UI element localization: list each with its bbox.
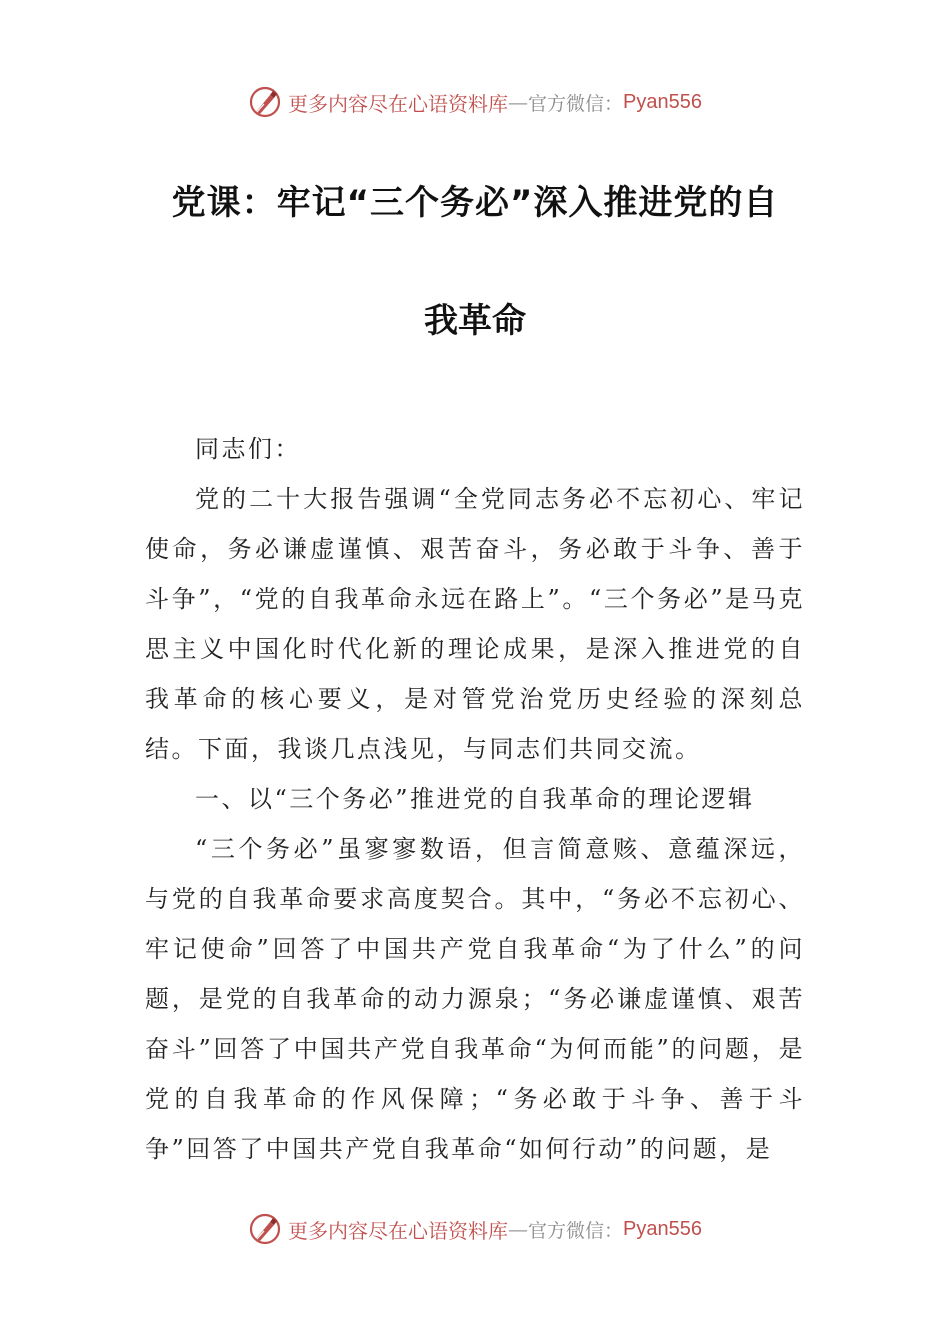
document-title-line2: 我革命 [424,301,526,341]
pen-nib-icon [248,85,282,119]
banner-wechat-label: 官方微信： [528,92,624,115]
body-paragraph: 党的二十大报告强调“全党同志务必不忘初心、牢记使命，务必谦虚谨慎、艰苦奋斗，务必敢于斗争、善于斗争”，“党的自我革命永远在路上”。“三个务必”是马克思主义中国化时代化新的理论成果，是深入推进党的自我革命的核心要义，是对管党治党历史经验的深刻总结。下面，我谈几点浅见，与同志们共同交流。 [145,485,805,763]
banner-separator: — [508,1217,528,1241]
banner-main-text: 更多内容尽在心语资料库 [288,1218,508,1243]
header-banner [0,82,950,122]
salutation: 同志们： [195,435,301,463]
document-title-line1: 党课：牢记“三个务必”深入推进党的自 [171,183,779,223]
banner-wechat-id: Pyan556 [623,1217,702,1240]
footer-banner [0,1209,950,1249]
document-body [145,424,805,1174]
section-heading: 一、以“三个务必”推进党的自我革命的理论逻辑 [195,785,755,813]
pen-nib-icon [248,1212,282,1246]
banner-wechat-id: Pyan556 [623,90,702,113]
banner-main-text: 更多内容尽在心语资料库 [288,91,508,116]
body-paragraph: “三个务必”虽寥寥数语，但言简意赅、意蕴深远，与党的自我革命要求高度契合。其中，“务必不忘初心、牢记使命”回答了中国共产党自我革命“为了什么”的问题，是党的自我革命的动力源泉；“务必谦虚谨慎、艰苦奋斗”回答了中国共产党自我革命“为何而能”的问题，是党的自我革命的作风保障；“务必敢于斗争、善于斗争”回答了中国共产党自我革命“如何行动”的问题，是 [145,835,805,1163]
banner-wechat-label: 官方微信： [528,1219,624,1242]
banner-separator: — [508,90,528,114]
